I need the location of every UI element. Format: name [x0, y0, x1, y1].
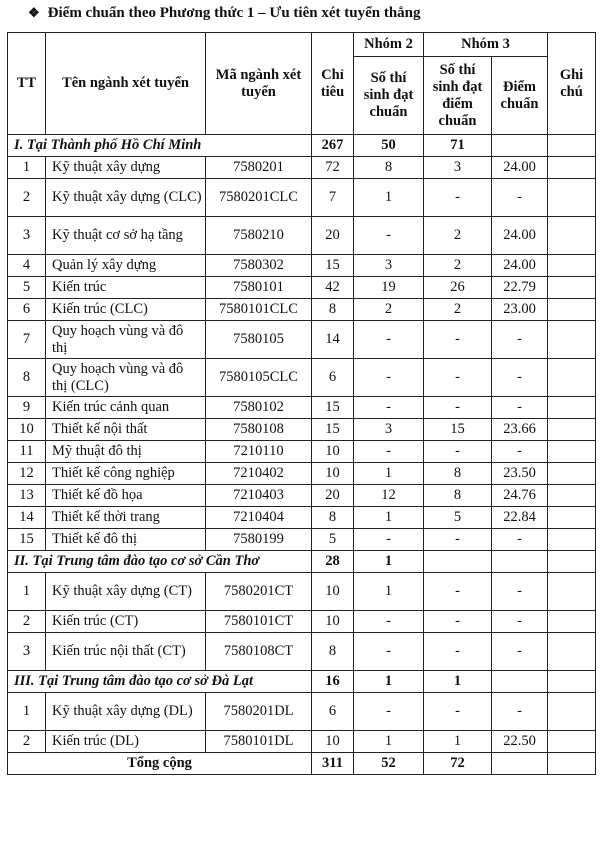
table-body	[8, 135, 596, 775]
row-name: Thiết kế đô thị	[46, 529, 206, 551]
row-g3: 2	[424, 255, 492, 277]
row-score: -	[492, 179, 548, 217]
row-tt: 14	[8, 507, 46, 529]
row-quota: 42	[312, 277, 354, 299]
row-score: 24.00	[492, 217, 548, 255]
total-g3: 72	[424, 753, 492, 775]
row-code: 7580201CT	[206, 573, 312, 611]
header-g3-score: Điểm chuẩn	[492, 57, 548, 135]
row-quota: 7	[312, 179, 354, 217]
row-tt: 2	[8, 611, 46, 633]
row-tt: 3	[8, 633, 46, 671]
section-note	[548, 135, 596, 157]
row-tt: 4	[8, 255, 46, 277]
row-g3: -	[424, 529, 492, 551]
row-quota: 15	[312, 255, 354, 277]
row-g2: 1	[354, 573, 424, 611]
header-name: Tên ngành xét tuyển	[46, 33, 206, 135]
row-score: 24.00	[492, 255, 548, 277]
section-note	[548, 551, 596, 573]
section-quota: 28	[312, 551, 354, 573]
table-row	[8, 693, 596, 731]
row-name: Quy hoạch vùng và đô thị (CLC)	[46, 359, 206, 397]
total-label: Tổng cộng	[8, 753, 312, 775]
row-tt: 3	[8, 217, 46, 255]
row-code: 7210404	[206, 507, 312, 529]
header-group3: Nhóm 3	[424, 33, 548, 57]
table-row	[8, 217, 596, 255]
row-note	[548, 529, 596, 551]
row-quota: 10	[312, 463, 354, 485]
row-name: Kiến trúc nội thất (CT)	[46, 633, 206, 671]
table-row	[8, 359, 596, 397]
row-code: 7580105	[206, 321, 312, 359]
row-name: Kiến trúc (DL)	[46, 731, 206, 753]
row-tt: 13	[8, 485, 46, 507]
row-name: Thiết kế nội thất	[46, 419, 206, 441]
row-note	[548, 633, 596, 671]
row-g3: 26	[424, 277, 492, 299]
row-name: Thiết kế đồ họa	[46, 485, 206, 507]
row-name: Kiến trúc cảnh quan	[46, 397, 206, 419]
row-code: 7580108CT	[206, 633, 312, 671]
table-row	[8, 441, 596, 463]
row-note	[548, 441, 596, 463]
section-g3	[424, 551, 492, 573]
row-code: 7580101	[206, 277, 312, 299]
total-quota: 311	[312, 753, 354, 775]
total-note	[548, 753, 596, 775]
row-name: Thiết kế công nghiệp	[46, 463, 206, 485]
row-g3: 2	[424, 217, 492, 255]
row-g3: -	[424, 359, 492, 397]
row-g2: -	[354, 397, 424, 419]
row-quota: 6	[312, 693, 354, 731]
section-row	[8, 551, 596, 573]
section-row	[8, 671, 596, 693]
diamond-bullet-icon: ❖	[28, 5, 40, 20]
row-g3: -	[424, 321, 492, 359]
table-row	[8, 507, 596, 529]
row-g2: 1	[354, 179, 424, 217]
row-score: 24.00	[492, 157, 548, 179]
section-g3: 71	[424, 135, 492, 157]
row-code: 7580199	[206, 529, 312, 551]
row-g3: 8	[424, 463, 492, 485]
row-score: 22.79	[492, 277, 548, 299]
row-g2: 1	[354, 507, 424, 529]
row-code: 7580101DL	[206, 731, 312, 753]
table-row	[8, 573, 596, 611]
total-row	[8, 753, 596, 775]
row-g3: -	[424, 397, 492, 419]
section-g2: 1	[354, 671, 424, 693]
row-g2: -	[354, 529, 424, 551]
row-score: -	[492, 529, 548, 551]
row-g3: -	[424, 573, 492, 611]
section-note	[548, 671, 596, 693]
row-g2: 2	[354, 299, 424, 321]
row-tt: 1	[8, 573, 46, 611]
row-tt: 5	[8, 277, 46, 299]
row-g2: 3	[354, 419, 424, 441]
section-g2: 1	[354, 551, 424, 573]
row-g3: 2	[424, 299, 492, 321]
row-quota: 10	[312, 611, 354, 633]
row-note	[548, 255, 596, 277]
row-tt: 11	[8, 441, 46, 463]
row-note	[548, 277, 596, 299]
table-row	[8, 463, 596, 485]
row-quota: 14	[312, 321, 354, 359]
row-code: 7580101CT	[206, 611, 312, 633]
row-tt: 15	[8, 529, 46, 551]
row-score: -	[492, 359, 548, 397]
row-g2: -	[354, 611, 424, 633]
row-tt: 2	[8, 731, 46, 753]
row-tt: 7	[8, 321, 46, 359]
row-quota: 10	[312, 573, 354, 611]
section-g3: 1	[424, 671, 492, 693]
row-g2: -	[354, 321, 424, 359]
row-code: 7210403	[206, 485, 312, 507]
row-quota: 6	[312, 359, 354, 397]
section-quota: 16	[312, 671, 354, 693]
row-note	[548, 299, 596, 321]
header-note: Ghi chú	[548, 33, 596, 135]
row-note	[548, 157, 596, 179]
row-score: 24.76	[492, 485, 548, 507]
row-tt: 9	[8, 397, 46, 419]
table-row	[8, 179, 596, 217]
row-code: 7580102	[206, 397, 312, 419]
row-quota: 10	[312, 441, 354, 463]
row-score: 22.50	[492, 731, 548, 753]
header-group2: Nhóm 2	[354, 33, 424, 57]
row-note	[548, 179, 596, 217]
row-code: 7580302	[206, 255, 312, 277]
row-g2: 1	[354, 463, 424, 485]
row-quota: 8	[312, 507, 354, 529]
row-note	[548, 573, 596, 611]
section-heading	[28, 5, 421, 22]
row-quota: 5	[312, 529, 354, 551]
header-tt: TT	[8, 33, 46, 135]
row-name: Kiến trúc (CT)	[46, 611, 206, 633]
row-name: Kỹ thuật xây dựng (CT)	[46, 573, 206, 611]
row-name: Kiến trúc	[46, 277, 206, 299]
row-code: 7580105CLC	[206, 359, 312, 397]
row-tt: 6	[8, 299, 46, 321]
row-g3: -	[424, 633, 492, 671]
header-g2-count: Số thí sinh đạt chuẩn	[354, 57, 424, 135]
table-row	[8, 255, 596, 277]
table-row	[8, 397, 596, 419]
row-note	[548, 507, 596, 529]
row-name: Thiết kế thời trang	[46, 507, 206, 529]
row-note	[548, 419, 596, 441]
row-quota: 20	[312, 485, 354, 507]
row-quota: 15	[312, 397, 354, 419]
table-row	[8, 633, 596, 671]
row-quota: 10	[312, 731, 354, 753]
row-note	[548, 217, 596, 255]
section-title: II. Tại Trung tâm đào tạo cơ sở Cần Thơ	[8, 551, 312, 573]
row-quota: 15	[312, 419, 354, 441]
row-score: -	[492, 633, 548, 671]
section-title: I. Tại Thành phố Hồ Chí Minh	[8, 135, 312, 157]
table-row	[8, 277, 596, 299]
row-code: 7580201	[206, 157, 312, 179]
row-name: Kỹ thuật xây dựng (DL)	[46, 693, 206, 731]
row-tt: 8	[8, 359, 46, 397]
total-score	[492, 753, 548, 775]
section-score	[492, 135, 548, 157]
table-row	[8, 299, 596, 321]
section-g2: 50	[354, 135, 424, 157]
row-g2: -	[354, 359, 424, 397]
row-g2: 12	[354, 485, 424, 507]
row-code: 7580210	[206, 217, 312, 255]
row-score: 23.50	[492, 463, 548, 485]
table-row	[8, 321, 596, 359]
row-g3: -	[424, 611, 492, 633]
row-quota: 72	[312, 157, 354, 179]
row-name: Quản lý xây dựng	[46, 255, 206, 277]
row-name: Mỹ thuật đô thị	[46, 441, 206, 463]
row-note	[548, 359, 596, 397]
row-code: 7580101CLC	[206, 299, 312, 321]
row-score: 23.66	[492, 419, 548, 441]
row-quota: 20	[312, 217, 354, 255]
row-note	[548, 611, 596, 633]
row-g2: 1	[354, 731, 424, 753]
row-score: -	[492, 397, 548, 419]
row-name: Kiến trúc (CLC)	[46, 299, 206, 321]
row-code: 7580108	[206, 419, 312, 441]
table-row	[8, 731, 596, 753]
row-tt: 1	[8, 693, 46, 731]
row-tt: 10	[8, 419, 46, 441]
row-score: 22.84	[492, 507, 548, 529]
row-g2: -	[354, 633, 424, 671]
row-g3: 1	[424, 731, 492, 753]
row-note	[548, 321, 596, 359]
row-g3: -	[424, 441, 492, 463]
row-tt: 1	[8, 157, 46, 179]
row-name: Kỹ thuật xây dựng	[46, 157, 206, 179]
row-g2: 3	[354, 255, 424, 277]
row-score: -	[492, 611, 548, 633]
row-g2: 19	[354, 277, 424, 299]
row-code: 7580201DL	[206, 693, 312, 731]
table-row	[8, 419, 596, 441]
row-g3: 15	[424, 419, 492, 441]
row-g2: -	[354, 693, 424, 731]
row-g3: 5	[424, 507, 492, 529]
section-title: III. Tại Trung tâm đào tạo cơ sở Đà Lạt	[8, 671, 312, 693]
table-row	[8, 611, 596, 633]
row-code: 7210402	[206, 463, 312, 485]
row-score: -	[492, 321, 548, 359]
row-name: Quy hoạch vùng và đô thị	[46, 321, 206, 359]
table-row	[8, 485, 596, 507]
row-score: -	[492, 693, 548, 731]
row-note	[548, 731, 596, 753]
row-score: -	[492, 573, 548, 611]
row-g3: 3	[424, 157, 492, 179]
header-code: Mã ngành xét tuyển	[206, 33, 312, 135]
row-g3: -	[424, 179, 492, 217]
header-quota: Chỉ tiêu	[312, 33, 354, 135]
row-name: Kỹ thuật xây dựng (CLC)	[46, 179, 206, 217]
row-g2: -	[354, 441, 424, 463]
row-code: 7580201CLC	[206, 179, 312, 217]
heading-text: Điểm chuẩn theo Phương thức 1 – Ưu tiên xét tuyển thẳng	[47, 5, 421, 21]
row-code: 7210110	[206, 441, 312, 463]
total-g2: 52	[354, 753, 424, 775]
row-quota: 8	[312, 299, 354, 321]
row-name: Kỹ thuật cơ sở hạ tầng	[46, 217, 206, 255]
row-quota: 8	[312, 633, 354, 671]
table-row	[8, 529, 596, 551]
section-score	[492, 551, 548, 573]
row-tt: 2	[8, 179, 46, 217]
row-score: 23.00	[492, 299, 548, 321]
row-note	[548, 485, 596, 507]
row-g2: 8	[354, 157, 424, 179]
row-g3: -	[424, 693, 492, 731]
row-note	[548, 397, 596, 419]
row-note	[548, 463, 596, 485]
section-quota: 267	[312, 135, 354, 157]
table-row	[8, 157, 596, 179]
row-score: -	[492, 441, 548, 463]
row-tt: 12	[8, 463, 46, 485]
row-note	[548, 693, 596, 731]
row-g2: -	[354, 217, 424, 255]
section-score	[492, 671, 548, 693]
admission-score-table	[7, 32, 596, 775]
header-g3-count: Số thí sinh đạt điểm chuẩn	[424, 57, 492, 135]
row-g3: 8	[424, 485, 492, 507]
section-row	[8, 135, 596, 157]
